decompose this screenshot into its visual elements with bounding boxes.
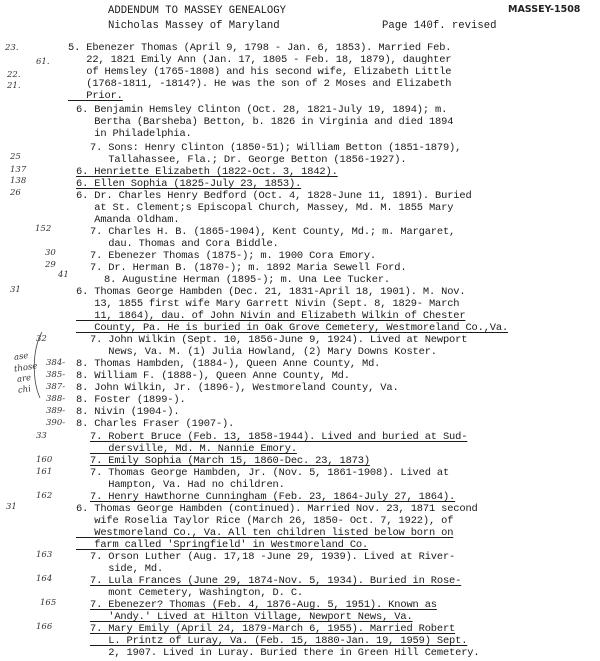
entry-line: Bertha (Barsheba) Betton, b. 1826 in Virginia and died 1894 <box>76 116 454 128</box>
margin-note: 31 <box>10 285 21 295</box>
page-reference: Page 140f. revised <box>382 20 497 32</box>
entry-line: 7. Ebenezer Thomas (1875-); m. 1900 Cora Emory. <box>90 250 377 262</box>
entry-line: 7. Lula Frances (June 29, 1874-Nov. 5, 1934). Buried in Rose- <box>90 575 462 587</box>
margin-note: 165 <box>40 598 57 608</box>
margin-note: 31 <box>6 502 17 512</box>
margin-note: 161 <box>36 467 53 477</box>
margin-note: 61. <box>36 57 50 67</box>
entry-line: farm called 'Springfield' in Westmoreland Co. <box>76 539 369 551</box>
entry-line: Amanda Oldham. <box>76 214 180 226</box>
side-note: those <box>13 361 38 375</box>
document-title: ADDENDUM TO MASSEY GENEALOGY <box>108 5 287 17</box>
entry-line: Hampton, Va. Had no children. <box>90 479 285 491</box>
entry-line: dau. Thomas and Cora Biddle. <box>90 238 279 250</box>
entry-line: Westmoreland Co., Va. All ten children listed below born on <box>76 527 454 539</box>
margin-note: 160 <box>36 455 53 465</box>
entry-line: 6. Benjamin Hemsley Clinton (Oct. 28, 1821-July 19, 1894); m. <box>76 104 448 116</box>
entry-line: 2, 1907. Lived in Luray. Buried there in Green Hill Cemetery. <box>90 647 480 659</box>
entry-line: 7. Orson Luther (Aug. 17,18 -June 29, 1939). Lived at River- <box>90 551 456 563</box>
entry-line: 6. Henriette Elizabeth (1822-Oct. 3, 1842). <box>76 166 338 178</box>
margin-note: 152 <box>35 224 52 234</box>
entry-line: 7. Henry Hawthorne Cunningham (Feb. 23, 1864-July 27, 1864). <box>90 491 456 503</box>
margin-note: 29 <box>45 260 56 270</box>
margin-note: 33 <box>36 431 47 441</box>
margin-note: 137 <box>10 165 27 175</box>
margin-note: 30 <box>45 248 56 258</box>
entry-line: 7. Robert Bruce (Feb. 13, 1858-1944). Lived and buried at Sud- <box>90 431 468 443</box>
margin-note: 388- <box>46 394 66 404</box>
document-subtitle: Nicholas Massey of Maryland <box>108 20 280 32</box>
entry-line: (1768-1811, -1814?). He was the son of 2 Moses and Elizabeth <box>68 78 452 90</box>
file-stamp: MASSEY-1508 <box>508 4 581 15</box>
side-note-bracket <box>28 330 46 400</box>
entry-line: 6. Thomas George Hambden (Dec. 21, 1831-April 18, 1901). M. Nov. <box>76 286 466 298</box>
entry-line: dersville, Md. M. Nannie Emory. <box>90 443 297 455</box>
entry-line: 11, 1864), dau. of John Nivin and Elizabeth Wilkin of Chester <box>76 310 466 322</box>
entry-line: 7. Mary Emily (April 24, 1879-March 6, 1955). Married Robert <box>90 623 456 635</box>
entry-line: wife Roselia Taylor Rice (March 26, 1850- Oct. 7, 1922), of <box>76 515 454 527</box>
entry-line: mont Cemetery, Washington, D. C. <box>90 587 303 599</box>
entry-line: County, Pa. He is buried in Oak Grove Cemetery, Westmoreland Co.,Va. <box>76 322 509 334</box>
entry-line: 8. Augustine Herman (1895-); m. Una Lee Tucker. <box>104 274 391 286</box>
entry-line: 7. Ebenezer? Thomas (Feb. 4, 1876-Aug. 5, 1951). Known as <box>90 599 437 611</box>
entry-line: 7. Sons: Henry Clinton (1850-51); William Betton (1851-1879), <box>90 142 462 154</box>
entry-line: 7. Thomas George Hambden, Jr. (Nov. 5, 1861-1908). Lived at <box>90 467 450 479</box>
entry-line: 8. William F. (1888-), Queen Anne County, Md. <box>76 370 350 382</box>
entry-line: 22, 1821 Emily Ann (Jan. 17, 1805 - Feb. 18, 1879), daughter <box>68 54 452 66</box>
side-note: are <box>16 373 32 385</box>
margin-note: 163 <box>36 550 53 560</box>
entry-line: 7. Emily Sophia (March 15, 1860-Dec. 23, 1873) <box>90 455 370 467</box>
entry-line: 5. Ebenezer Thomas (April 9, 1798 - Jan. 6, 1853). Married Feb. <box>68 42 452 54</box>
margin-note: 166 <box>36 622 53 632</box>
entry-line: Prior. <box>68 90 123 102</box>
margin-note: 32 <box>36 334 47 344</box>
margin-note: 26 <box>10 188 21 198</box>
margin-note: 22. <box>7 70 21 80</box>
entry-line: 7. Charles H. B. (1865-1904), Kent County, Md.; m. Margaret, <box>90 226 456 238</box>
entry-line: 8. Foster (1899-). <box>76 394 186 406</box>
entry-line: 7. John Wilkin (Sept. 10, 1856-June 9, 1924). Lived at Newport <box>90 334 468 346</box>
entry-line: 8. Nivin (1904-). <box>76 406 180 418</box>
margin-note: 387- <box>46 382 66 392</box>
entry-line: News, Va. M. (1) Julia Howland, (2) Mary Downs Koster. <box>90 346 437 358</box>
entry-line: side, Md. <box>90 563 164 575</box>
entry-line: 6. Thomas George Hambden (continued). Married Nov. 23, 1871 second <box>76 503 478 515</box>
margin-note: 162 <box>36 491 53 501</box>
entry-line: 8. Charles Fraser (1907-). <box>76 418 235 430</box>
margin-note: 138 <box>10 176 27 186</box>
entry-line: of Hemsley (1765-1808) and his second wife, Elizabeth Little <box>68 66 452 78</box>
margin-note: 390- <box>46 418 66 428</box>
entry-line: at St. Clement;s Episcopal Church, Massey, Md. M. 1855 Mary <box>76 202 454 214</box>
margin-note: 384- <box>46 358 66 368</box>
margin-note: 23. <box>5 43 19 53</box>
margin-note: 385- <box>46 370 66 380</box>
margin-note: 389- <box>46 406 66 416</box>
margin-note: 21. <box>7 81 21 91</box>
entry-line: 6. Ellen Sophia (1825-July 23, 1853). <box>76 178 302 190</box>
margin-note: 25 <box>10 152 21 162</box>
entry-line: 13, 1855 first wife Mary Garrett Nivin (Sept. 8, 1829- March <box>76 298 460 310</box>
margin-note: 41 <box>58 270 69 280</box>
margin-note: 164 <box>36 574 53 584</box>
entry-line: 8. Thomas Hambden, (1884-), Queen Anne County, Md. <box>76 358 381 370</box>
entry-line: L. Printz of Luray, Va. (Feb. 15, 1880-Jan. 19, 1959) Sept. <box>90 635 468 647</box>
side-note: ase <box>13 351 30 363</box>
entry-line: 'Andy.' Lived at Hilton Village, Newport News, Va. <box>90 611 413 623</box>
entry-line: 6. Dr. Charles Henry Bedford (Oct. 4, 1828-June 11, 1891). Buried <box>76 190 472 202</box>
entry-line: in Philadelphia. <box>76 128 192 140</box>
entry-line: 7. Dr. Herman B. (1870-); m. 1892 Maria Sewell Ford. <box>90 262 407 274</box>
side-note: chi <box>17 384 32 396</box>
entry-line: Tallahassee, Fla.; Dr. George Betton (1856-1927). <box>90 154 407 166</box>
entry-line: 8. John Wilkin, Jr. (1896-), Westmoreland County, Va. <box>76 382 399 394</box>
